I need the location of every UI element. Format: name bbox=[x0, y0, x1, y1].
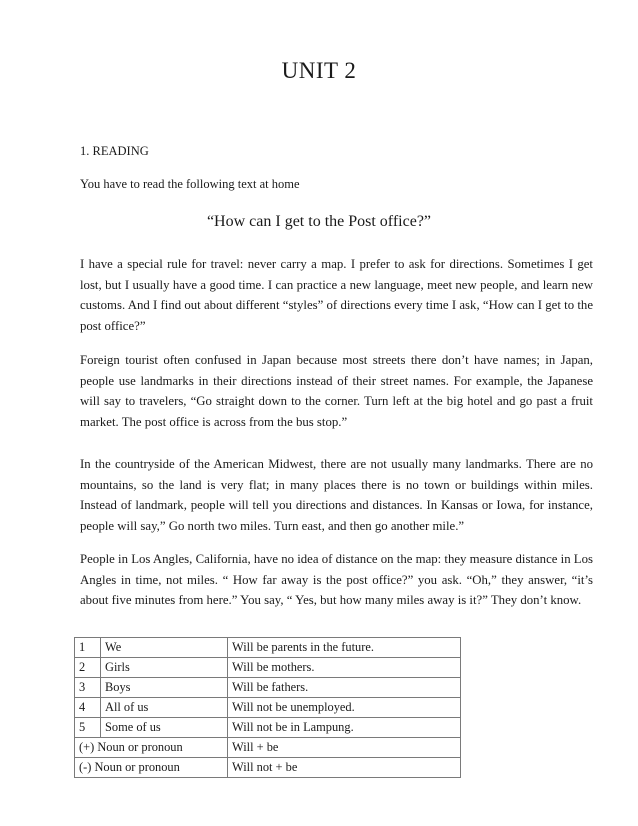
paragraph-1: I have a special rule for travel: never carry a map. I prefer to ask for directions. Sometimes I get lost, but I usually have a good time. I can practice a new language, meet new people, and learn new customs. And I find out about different “styles” of directions every time I ask, “How can I get to the post office?” bbox=[80, 257, 593, 333]
row-number: 4 bbox=[75, 698, 101, 718]
table-row bbox=[75, 638, 461, 658]
row-number: 3 bbox=[75, 678, 101, 698]
paragraph-3: In the countryside of the American Midwest, there are not usually many landmarks. There are no mountains, so the land is very flat; in many places there is no town or buildings within miles. Instead of landmark, people will tell you directions and distances. In Kansas or Iowa, for instance, people will say,” Go north two miles. Turn east, and then go another mile.” bbox=[80, 457, 593, 533]
instruction-text: You have to read the following text at home bbox=[80, 177, 300, 191]
row-predicate: Will not be unemployed. bbox=[228, 698, 461, 718]
row-number: 2 bbox=[75, 658, 101, 678]
paragraph-4: People in Los Angles, California, have no idea of distance on the map: they measure distance in Los Angles in time, not miles. “ How far away is the post office?” you ask. “Oh,” they answer, “it’s about five minutes from here.” You say, “ Yes, but how many miles away is it?” They don’t know. bbox=[80, 552, 593, 607]
row-subject: We bbox=[101, 638, 228, 658]
section-heading: 1. READING bbox=[80, 144, 149, 158]
row-subject: All of us bbox=[101, 698, 228, 718]
table-row bbox=[75, 658, 461, 678]
row-number: 5 bbox=[75, 718, 101, 738]
story-title: “How can I get to the Post office?” bbox=[206, 213, 432, 230]
row-predicate: Will be mothers. bbox=[228, 658, 461, 678]
row-predicate: Will be fathers. bbox=[228, 678, 461, 698]
row-number: 1 bbox=[75, 638, 101, 658]
row-subject: Girls bbox=[101, 658, 228, 678]
table-row bbox=[75, 718, 461, 738]
pattern-subject: (-) Noun or pronoun bbox=[75, 758, 228, 778]
table-row bbox=[75, 678, 461, 698]
pattern-predicate: Will + be bbox=[228, 738, 461, 758]
row-predicate: Will be parents in the future. bbox=[228, 638, 461, 658]
row-predicate: Will not be in Lampung. bbox=[228, 718, 461, 738]
grammar-table bbox=[74, 637, 461, 778]
pattern-row bbox=[75, 738, 461, 758]
paragraph-2: Foreign tourist often confused in Japan because most streets there don’t have names; in Japan, people use landmarks in their directions instead of their street names. For example, the Japanese will say to travelers, “Go straight down to the corner. Turn left at the big hotel and go past a fruit market. The post office is across from the bus stop.” bbox=[80, 353, 593, 429]
pattern-predicate: Will not + be bbox=[228, 758, 461, 778]
table-row bbox=[75, 698, 461, 718]
pattern-row bbox=[75, 758, 461, 778]
row-subject: Boys bbox=[101, 678, 228, 698]
pattern-subject: (+) Noun or pronoun bbox=[75, 738, 228, 758]
unit-title: UNIT 2 bbox=[281, 58, 357, 83]
row-subject: Some of us bbox=[101, 718, 228, 738]
